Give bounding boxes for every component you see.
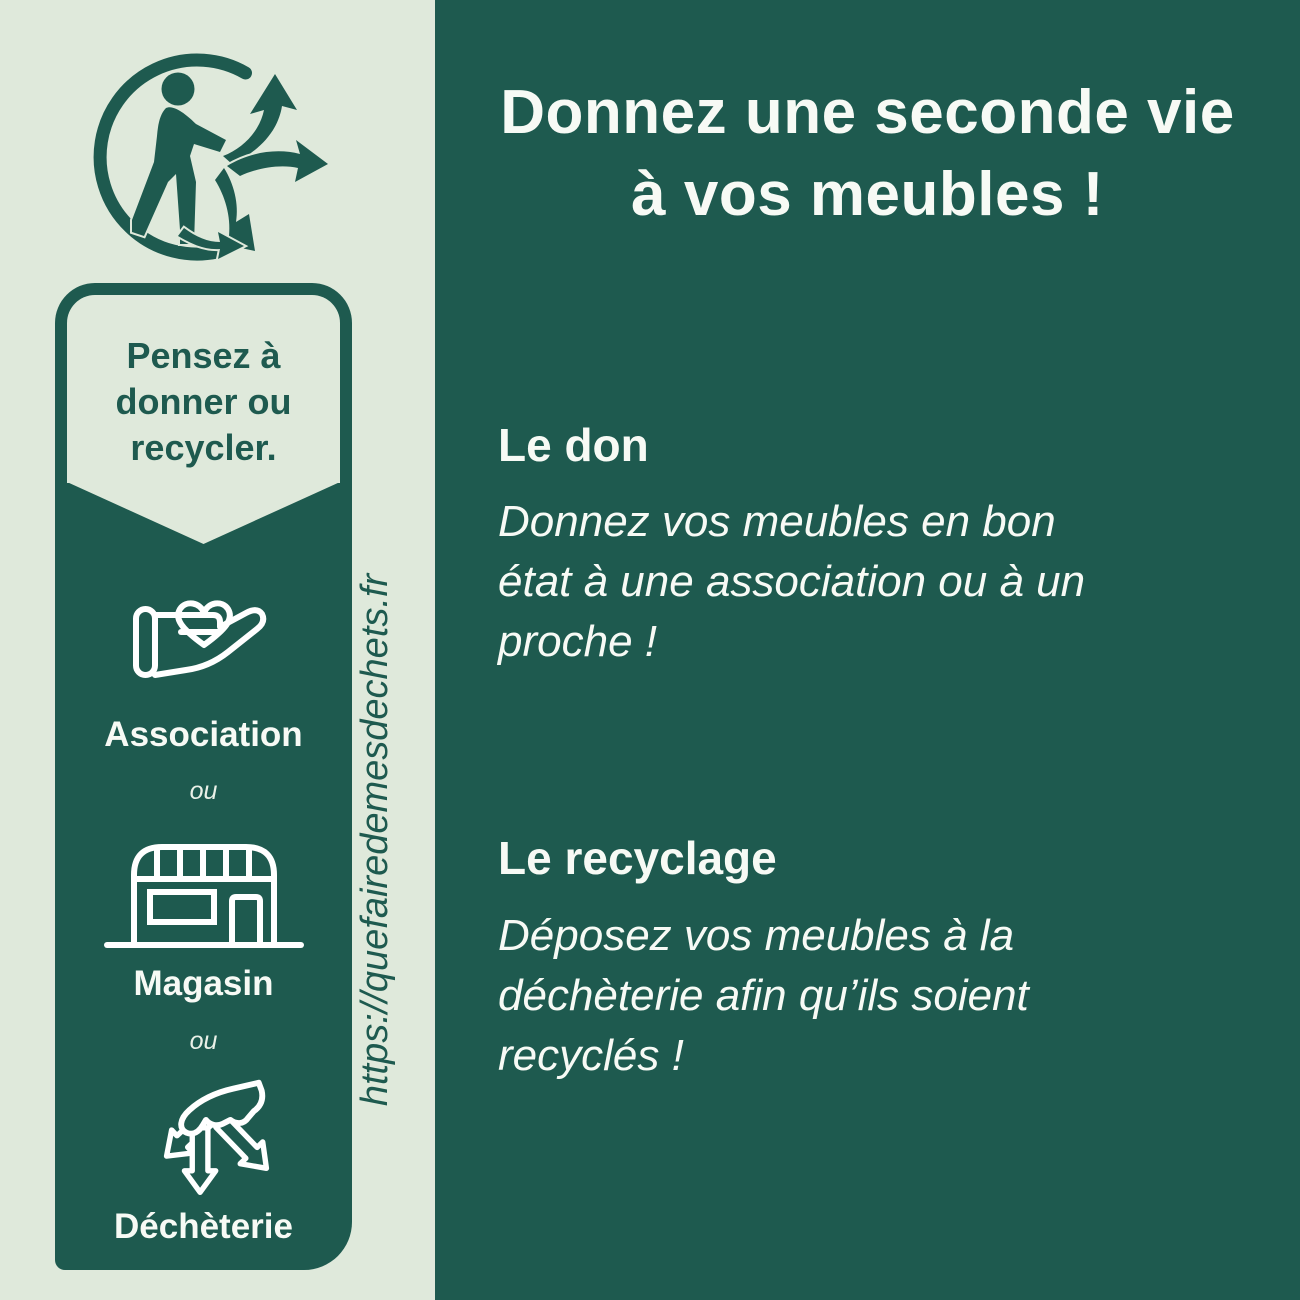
separator-ou-1: ou xyxy=(189,777,218,805)
le-don-line-2: état à une association ou à un xyxy=(498,557,1086,606)
heart-in-hand-icon xyxy=(55,568,352,702)
section-heading-le-don: Le don xyxy=(498,419,649,471)
section-body-le-recyclage xyxy=(498,906,1258,1086)
le-recyclage-line-2: déchèterie afin qu’ils soient xyxy=(498,971,1029,1020)
le-recyclage-line-1: Déposez vos meubles à la xyxy=(498,911,1015,960)
le-recyclage-line-3: recyclés ! xyxy=(498,1031,684,1080)
hand-sorting-arrows-icon xyxy=(55,1073,352,1205)
le-don-line-3: proche ! xyxy=(498,617,657,666)
banner-text xyxy=(67,333,340,471)
section-body-le-don xyxy=(498,492,1258,672)
right-panel xyxy=(435,0,1300,1300)
title-line-1: Donnez une seconde vie xyxy=(500,78,1235,147)
storefront-icon xyxy=(55,835,352,950)
left-ribbon xyxy=(55,283,352,1270)
section-heading-le-recyclage: Le recyclage xyxy=(498,832,777,884)
destination-label-association: Association xyxy=(104,715,303,754)
separator-ou-2: ou xyxy=(189,1027,218,1055)
le-don-line-1: Donnez vos meubles en bon xyxy=(498,497,1056,546)
banner-line-3: recycler. xyxy=(130,427,277,468)
destination-label-magasin: Magasin xyxy=(133,964,274,1003)
triman-recycle-logo xyxy=(92,52,332,267)
banner-line-1: Pensez à xyxy=(126,335,281,376)
destination-label-decheterie: Déchèterie xyxy=(114,1207,293,1246)
banner-shape xyxy=(67,295,340,483)
banner-line-2: donner ou xyxy=(115,381,292,422)
triman-recycle-logo-svg xyxy=(92,52,332,267)
page-title xyxy=(435,72,1300,236)
banner-chevron xyxy=(67,482,340,544)
title-line-2: à vos meubles ! xyxy=(631,160,1104,229)
website-url[interactable]: https://quefairedemesdechets.fr xyxy=(354,573,396,1107)
